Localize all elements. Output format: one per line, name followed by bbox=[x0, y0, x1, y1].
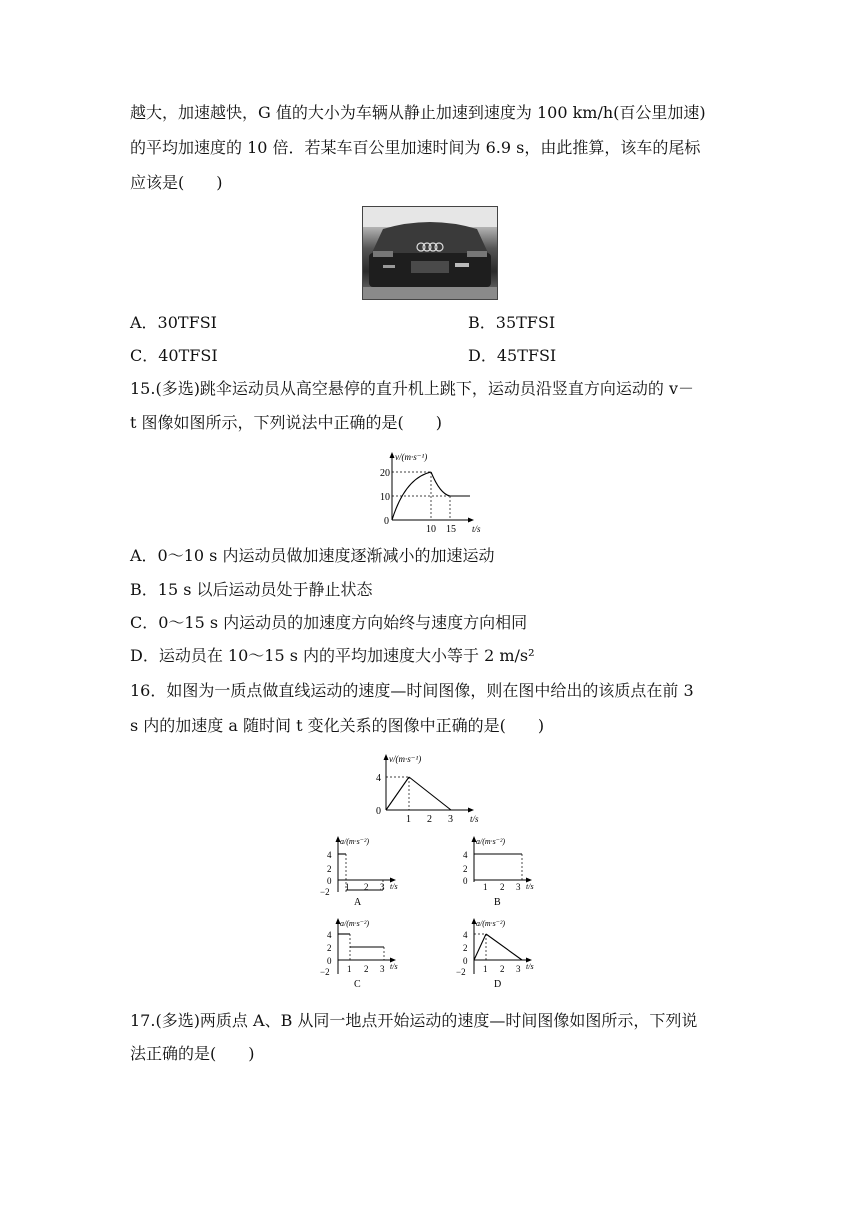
q17-text-line-2: 法正确的是( ) bbox=[130, 1044, 255, 1063]
q14-option-b: B．35TFSI bbox=[468, 313, 556, 332]
q15-text-line-2: t 图像如图所示，下列说法中正确的是( ) bbox=[130, 413, 443, 432]
q16-y-axis-label: v/(m·s⁻¹) bbox=[389, 754, 422, 764]
q14-text-line-3: 应该是( ) bbox=[130, 173, 223, 192]
q15-ytick-20: 20 bbox=[380, 468, 390, 479]
q16-option-d-graph bbox=[452, 914, 544, 990]
q16-ytick-4: 4 bbox=[376, 773, 381, 784]
q15-option-b: B．15 s 以后运动员处于静止状态 bbox=[130, 580, 373, 599]
q17-text-line-1: 17.(多选)两质点 A、B 从同一地点开始运动的速度—时间图像如图所示，下列说 bbox=[130, 1011, 698, 1030]
svg-text:3: 3 bbox=[516, 964, 521, 974]
q15-option-c: C．0～15 s 内运动员的加速度方向始终与速度方向相同 bbox=[130, 613, 528, 632]
q16-option-c-graph bbox=[316, 914, 408, 990]
svg-text:t/s: t/s bbox=[390, 882, 398, 891]
svg-text:t/s: t/s bbox=[526, 882, 534, 891]
q15-x-axis-label: t/s bbox=[472, 524, 481, 534]
svg-text:a/(m·s⁻²): a/(m·s⁻²) bbox=[340, 919, 370, 928]
svg-text:t/s: t/s bbox=[390, 962, 398, 971]
q14-text-line-1: 越大，加速越快，G 值的大小为车辆从静止加速到速度为 100 km/h(百公里加速) bbox=[130, 103, 706, 122]
svg-text:−2: −2 bbox=[320, 967, 330, 977]
svg-text:2: 2 bbox=[327, 864, 332, 874]
svg-text:0: 0 bbox=[327, 956, 332, 966]
q16-xtick-1: 1 bbox=[406, 814, 411, 825]
svg-text:3: 3 bbox=[380, 964, 385, 974]
svg-text:4: 4 bbox=[327, 930, 332, 940]
svg-text:4: 4 bbox=[327, 850, 332, 860]
svg-text:−2: −2 bbox=[320, 887, 330, 897]
svg-text:1: 1 bbox=[345, 882, 350, 892]
q14-option-d: D．45TFSI bbox=[468, 346, 557, 365]
q16-xtick-3: 3 bbox=[448, 814, 453, 825]
q15-text-line-1: 15.(多选)跳伞运动员从高空悬停的直升机上跳下，运动员沿竖直方向运动的 v－ bbox=[130, 379, 695, 398]
q16-xtick-2: 2 bbox=[427, 814, 432, 825]
svg-text:2: 2 bbox=[327, 943, 332, 953]
q16-option-b-label: B bbox=[494, 897, 501, 906]
q15-xtick-15: 15 bbox=[446, 524, 456, 534]
svg-text:2: 2 bbox=[364, 964, 369, 974]
q16-text-line-1: 16．如图为一质点做直线运动的速度—时间图像，则在图中给出的该质点在前 3 bbox=[130, 681, 694, 700]
q14-option-a: A．30TFSI bbox=[130, 313, 217, 332]
svg-text:a/(m·s⁻²): a/(m·s⁻²) bbox=[476, 837, 506, 846]
svg-text:0: 0 bbox=[463, 876, 468, 886]
q16-ytick-0: 0 bbox=[376, 806, 381, 817]
q16-vt-graph bbox=[366, 750, 492, 828]
q16-option-c-label: C bbox=[354, 979, 361, 990]
q15-y-axis-label: v/(m·s⁻¹) bbox=[395, 452, 428, 462]
svg-text:2: 2 bbox=[500, 964, 505, 974]
car-rear-photo bbox=[362, 206, 498, 300]
q16-text-line-2: s 内的加速度 a 随时间 t 变化关系的图像中正确的是( ) bbox=[130, 716, 545, 735]
q16-option-a-graph bbox=[316, 832, 408, 906]
svg-text:1: 1 bbox=[483, 882, 488, 892]
svg-text:2: 2 bbox=[500, 882, 505, 892]
q16-option-d-label: D bbox=[494, 979, 502, 990]
svg-text:1: 1 bbox=[347, 964, 352, 974]
svg-text:1: 1 bbox=[483, 964, 488, 974]
svg-text:4: 4 bbox=[463, 930, 468, 940]
svg-text:2: 2 bbox=[463, 943, 468, 953]
svg-text:0: 0 bbox=[463, 956, 468, 966]
q15-xtick-10: 10 bbox=[426, 524, 436, 534]
svg-text:0: 0 bbox=[327, 876, 332, 886]
svg-text:a/(m·s⁻²): a/(m·s⁻²) bbox=[476, 919, 506, 928]
svg-text:2: 2 bbox=[364, 882, 369, 892]
svg-text:4: 4 bbox=[463, 850, 468, 860]
q15-ytick-0: 0 bbox=[384, 516, 389, 527]
svg-text:3: 3 bbox=[380, 882, 385, 892]
svg-text:a/(m·s⁻²): a/(m·s⁻²) bbox=[340, 837, 370, 846]
q15-option-d: D．运动员在 10～15 s 内的平均加速度大小等于 2 m/s² bbox=[130, 646, 535, 665]
q14-option-c: C．40TFSI bbox=[130, 346, 218, 365]
q15-ytick-10: 10 bbox=[380, 492, 390, 503]
q14-text-line-2: 的平均加速度的 10 倍．若某车百公里加速时间为 6.9 s，由此推算，该车的尾标 bbox=[130, 138, 701, 157]
svg-text:t/s: t/s bbox=[526, 962, 534, 971]
svg-text:2: 2 bbox=[463, 864, 468, 874]
q16-option-a-label: A bbox=[354, 897, 362, 906]
svg-text:−2: −2 bbox=[456, 967, 466, 977]
q16-x-axis-label: t/s bbox=[470, 814, 479, 824]
q16-option-b-graph bbox=[452, 832, 544, 906]
q15-vt-graph bbox=[370, 448, 490, 534]
svg-text:3: 3 bbox=[516, 882, 521, 892]
q15-option-a: A．0～10 s 内运动员做加速度逐渐减小的加速运动 bbox=[130, 546, 495, 565]
